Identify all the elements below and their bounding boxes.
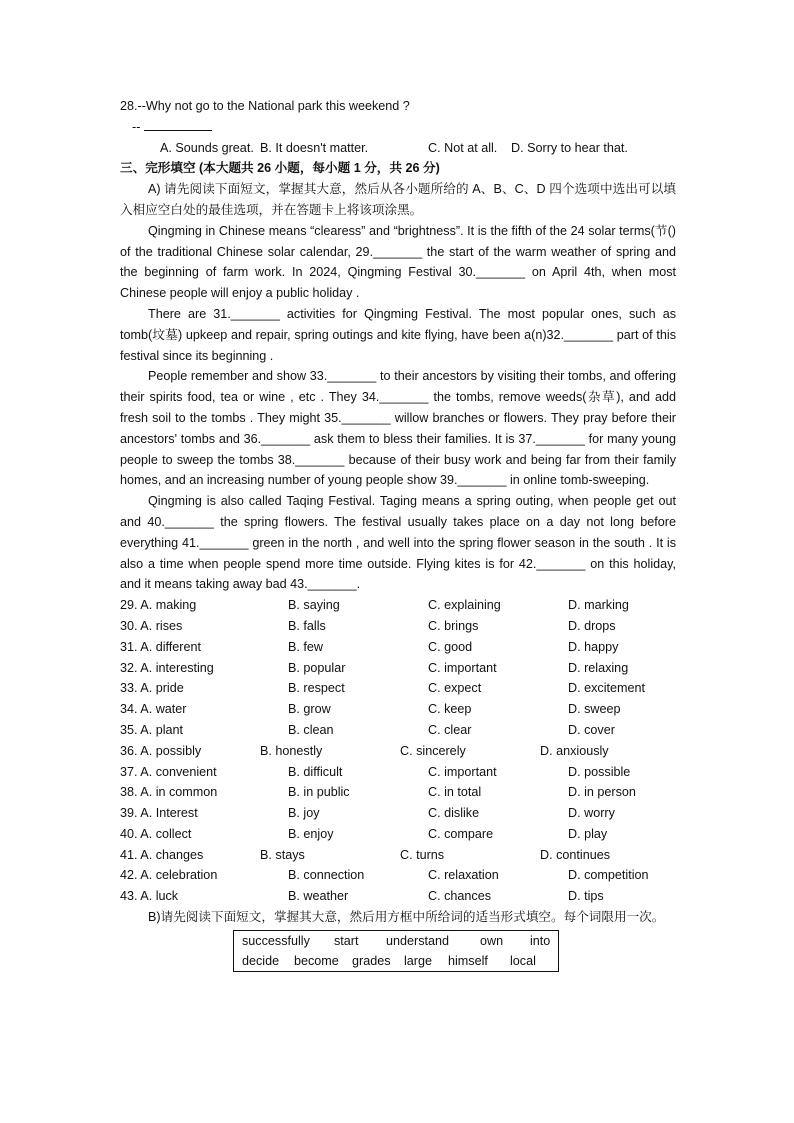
option-d: D. sweep <box>568 702 621 717</box>
option-d: D. play <box>568 826 608 841</box>
word-box-wrapper <box>120 930 676 976</box>
option-a: 41. A. changes <box>120 847 204 862</box>
option-c: C. chances <box>428 889 491 904</box>
option-d: D. competition <box>568 868 649 883</box>
instructions-a: A) 请先阅读下面短文，掌握其大意，然后从各小题所给的 A、B、C、D 四个选项中选出可以填入相应空白处的最佳选项，并在答题卡上将该项涂黑。 <box>120 182 676 217</box>
options-row <box>120 741 676 762</box>
options-row <box>120 782 676 803</box>
option-c: C. expect <box>428 681 482 696</box>
option-c: C. clear <box>428 722 472 737</box>
word: grades <box>352 953 391 968</box>
reply-dash: -- <box>132 119 141 134</box>
options-row <box>120 616 676 637</box>
section-heading: 三、完形填空 (本大题共 26 小题，每小题 1 分，共 26 分) <box>120 161 440 176</box>
question-28: 28.--Why not go to the National park this weekend ? <box>120 99 410 113</box>
option-b: B. honestly <box>260 743 323 758</box>
option-c: C. in total <box>428 785 482 800</box>
option-b: B. difficult <box>288 764 343 779</box>
word: decide <box>242 953 280 968</box>
option-b: B. stays <box>260 847 305 862</box>
word: own <box>480 933 504 948</box>
option-c: C. dislike <box>428 806 480 821</box>
option-b: B. weather <box>288 889 349 904</box>
option-a: 35. A. plant <box>120 722 184 737</box>
option-a: 40. A. collect <box>120 826 192 841</box>
word: into <box>530 933 551 948</box>
options-row <box>120 824 676 845</box>
exam-page <box>120 96 676 976</box>
option-d: D. cover <box>568 722 615 737</box>
option-b: B. grow <box>288 702 331 717</box>
option-c: C. compare <box>428 826 494 841</box>
options-row <box>120 762 676 783</box>
question-28-reply <box>120 117 676 138</box>
word: himself <box>448 953 488 968</box>
option-a: 32. A. interesting <box>120 660 214 675</box>
option-a: 43. A. luck <box>120 889 179 904</box>
option-a: 36. A. possibly <box>120 743 202 758</box>
passage-paragraph-1: Qingming in Chinese means “clearess” and “brightness”. It is the fifth of the 24 solar terms(节() of the traditional Chinese solar calendar, 29._______ the start of the warm weather of spring and the beginning of farm work. In 2024, Qingming Festival 30._______ on April 4th, when most Chinese people will enjoy a public holiday . <box>120 223 676 301</box>
option-d: D. in person <box>568 785 636 800</box>
option-d: D. happy <box>568 639 619 654</box>
option-b: B. joy <box>288 806 320 821</box>
option-b: B. It doesn't matter. <box>260 140 369 155</box>
option-a: 33. A. pride <box>120 681 184 696</box>
option-b: B. respect <box>288 681 345 696</box>
options-row <box>120 845 676 866</box>
option-b: B. popular <box>288 660 346 675</box>
option-d: D. tips <box>568 889 604 904</box>
option-b: B. falls <box>288 618 326 633</box>
options-row <box>120 658 676 679</box>
word: large <box>404 953 433 968</box>
option-d: D. worry <box>568 806 615 821</box>
options-row <box>120 865 676 886</box>
option-a: 39. A. Interest <box>120 806 198 821</box>
option-a: 29. A. making <box>120 598 197 613</box>
options-row <box>120 720 676 741</box>
option-c: C. good <box>428 639 473 654</box>
option-d: D. drops <box>568 618 616 633</box>
word: start <box>334 933 359 948</box>
option-a: 42. A. celebration <box>120 868 218 883</box>
option-b: B. in public <box>288 785 350 800</box>
word-box <box>233 930 559 972</box>
option-d: D. possible <box>568 764 631 779</box>
option-d: D. excitement <box>568 681 645 696</box>
word: local <box>510 953 536 968</box>
word: understand <box>386 933 450 948</box>
option-b: B. saying <box>288 598 340 613</box>
option-d: D. relaxing <box>568 660 629 675</box>
options-row <box>120 803 676 824</box>
option-c: C. important <box>428 660 497 675</box>
word: successfully <box>242 933 310 948</box>
option-c: C. important <box>428 764 497 779</box>
options-row <box>120 595 676 616</box>
option-b: B. clean <box>288 722 334 737</box>
option-d: D. anxiously <box>540 743 609 758</box>
option-d: D. Sorry to hear that. <box>511 140 628 155</box>
options-row <box>120 886 676 907</box>
passage-paragraph-4: Qingming is also called Taqing Festival. Taging means a spring outing, when people get out and 40._______ the spring flowers. The festival usually takes place on a day not long before everything 41._______ green in the north , and well into the spring flower season in the south . It is also a time when people spend more time outside. Flying kites is for 42._______ on this holiday, and it means taking away bad 43._______. <box>120 494 676 592</box>
options-row <box>120 637 676 658</box>
passage-paragraph-2: There are 31._______ activities for Qingming Festival. The most popular ones, such as tomb(坟墓) upkeep and repair, spring outings and kite flying, have been a(n)32._______ part of this festival since its beginning . <box>120 306 676 363</box>
option-a: A. Sounds great. <box>160 140 254 155</box>
option-d: D. marking <box>568 598 629 613</box>
answer-blank <box>144 118 212 131</box>
option-b: B. enjoy <box>288 826 334 841</box>
options-row <box>120 699 676 720</box>
word: become <box>294 953 339 968</box>
option-c: C. relaxation <box>428 868 499 883</box>
option-a: 30. A. rises <box>120 618 183 633</box>
option-c: C. brings <box>428 618 479 633</box>
option-c: C. turns <box>400 847 445 862</box>
option-c: C. Not at all. <box>428 140 498 155</box>
option-a: 31. A. different <box>120 639 201 654</box>
option-c: C. sincerely <box>400 743 466 758</box>
option-d: D. continues <box>540 847 611 862</box>
instructions-b: B)请先阅读下面短文，掌握其大意，然后用方框中所给词的适当形式填空。每个词限用一次。 <box>148 910 665 925</box>
option-a: 37. A. convenient <box>120 764 217 779</box>
option-a: 34. A. water <box>120 702 187 717</box>
options-row <box>120 678 676 699</box>
option-b: B. connection <box>288 868 365 883</box>
option-c: C. keep <box>428 702 472 717</box>
option-c: C. explaining <box>428 598 501 613</box>
passage-paragraph-3: People remember and show 33._______ to their ancestors by visiting their tombs, and offering their spirits food, tea or wine , etc . They 34._______ the tombs, remove weeds(杂草), and add fresh soil to the tombs . They might 35._______ willow branches or flowers. They pray before their ancestors' tombs and 36._______ ask them to bless their families. It is 37._______ for many young people to sweep the tombs 38._______ because of their busy work and being far from their family homes, and an increasing number of young people show 39._______ in online tomb-sweeping. <box>120 369 676 488</box>
options-list <box>120 595 676 907</box>
question-28-options <box>120 138 676 159</box>
option-a: 38. A. in common <box>120 785 218 800</box>
option-b: B. few <box>288 639 323 654</box>
